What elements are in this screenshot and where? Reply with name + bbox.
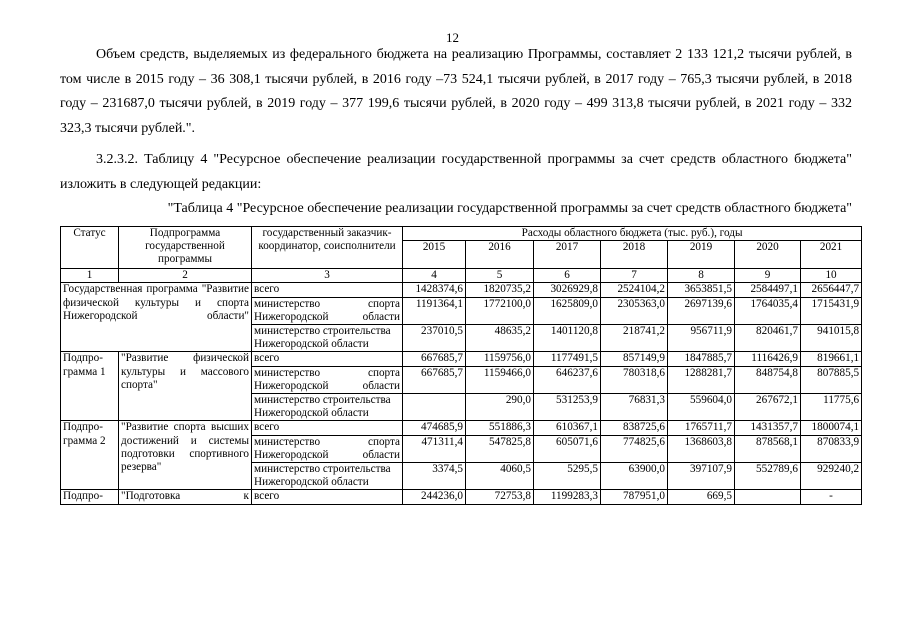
- value-cell: 610367,1: [534, 421, 601, 435]
- value-cell: 1177491,5: [534, 352, 601, 366]
- value-cell: 820461,7: [735, 325, 801, 352]
- value-cell: 857149,9: [601, 352, 668, 366]
- value-cell: 397107,9: [668, 463, 735, 490]
- executor-cell: всего: [252, 421, 403, 435]
- value-cell: 2584497,1: [735, 283, 801, 297]
- value-cell: 3374,5: [403, 463, 466, 490]
- value-cell: 3026929,8: [534, 283, 601, 297]
- executor-cell: всего: [252, 352, 403, 366]
- executor-cell: министерство строительства Нижегородской области: [252, 325, 403, 352]
- column-numbers-row: [61, 269, 862, 283]
- value-cell: 1764035,4: [735, 297, 801, 324]
- value-cell: 878568,1: [735, 435, 801, 462]
- header-row: [61, 227, 862, 241]
- value-cell: 267672,1: [735, 394, 801, 421]
- header-year: 2020: [735, 241, 801, 269]
- value-cell: 48635,2: [466, 325, 534, 352]
- value-cell: 237010,5: [403, 325, 466, 352]
- value-cell: 667685,7: [403, 352, 466, 366]
- value-cell: 559604,0: [668, 394, 735, 421]
- value-cell: 1431357,7: [735, 421, 801, 435]
- value-cell: 5295,5: [534, 463, 601, 490]
- table-caption: "Таблица 4 "Ресурсное обеспечение реализации государственной программы за счет средств областного бюджета": [167, 201, 852, 216]
- value-cell: 956711,9: [668, 325, 735, 352]
- executor-cell: министерство спорта Нижегородской области: [252, 297, 403, 324]
- header-year: 2021: [801, 241, 862, 269]
- value-cell: 1847885,7: [668, 352, 735, 366]
- header-expenses: Расходы областного бюджета (тыс. руб.), годы: [403, 227, 862, 241]
- value-cell: 929240,2: [801, 463, 862, 490]
- value-cell: 1368603,8: [668, 435, 735, 462]
- header-year: 2016: [466, 241, 534, 269]
- paragraph-federal-budget: Объем средств, выделяемых из федерального бюджета на реализацию Программы, составляет 2 133 121,2 тысячи рублей, в том числе в 2015 году – 36 308,1 тысячи рублей, в 2016 году –73 524,1 тысячи рублей, в 2017 году – 765,3 тысячи рублей, в 2018 году – 231687,0 тысячи рублей, в 2019 году – 377 199,6 тысячи рублей, в 2020 году – 499 313,8 тысячи рублей, в 2021 году – 332 323,3 тысячи рублей.".: [60, 47, 852, 136]
- value-cell: [403, 394, 466, 421]
- value-cell: 1625809,0: [534, 297, 601, 324]
- value-cell: 1428374,6: [403, 283, 466, 297]
- column-number: 1: [61, 269, 119, 283]
- value-cell: 11775,6: [801, 394, 862, 421]
- value-cell: 76831,3: [601, 394, 668, 421]
- value-cell: 669,5: [668, 490, 735, 504]
- value-cell: 1191364,1: [403, 297, 466, 324]
- subprogram-status: Подпро-: [61, 490, 119, 504]
- value-cell: 1288281,7: [668, 366, 735, 393]
- value-cell: 848754,8: [735, 366, 801, 393]
- subprogram-title: "Развитие физической культуры и массового спорта": [119, 352, 252, 421]
- header-status: Статус: [61, 227, 119, 269]
- value-cell: 1199283,3: [534, 490, 601, 504]
- column-number: 5: [466, 269, 534, 283]
- subprogram-status: Подпро-грамма 1: [61, 352, 119, 421]
- value-cell: 547825,8: [466, 435, 534, 462]
- value-cell: 218741,2: [601, 325, 668, 352]
- column-number: 10: [801, 269, 862, 283]
- value-cell: 807885,5: [801, 366, 862, 393]
- value-cell: 551886,3: [466, 421, 534, 435]
- value-cell: 1800074,1: [801, 421, 862, 435]
- value-cell: 646237,6: [534, 366, 601, 393]
- column-number: 3: [252, 269, 403, 283]
- value-cell: [735, 490, 801, 504]
- value-cell: 667685,7: [403, 366, 466, 393]
- value-cell: 2305363,0: [601, 297, 668, 324]
- value-cell: 552789,6: [735, 463, 801, 490]
- value-cell: 1715431,9: [801, 297, 862, 324]
- table-row: [61, 352, 862, 366]
- value-cell: 290,0: [466, 394, 534, 421]
- executor-cell: министерство спорта Нижегородской области: [252, 435, 403, 462]
- executor-cell: всего: [252, 490, 403, 504]
- value-cell: 1772100,0: [466, 297, 534, 324]
- value-cell: 1401120,8: [534, 325, 601, 352]
- value-cell: 870833,9: [801, 435, 862, 462]
- table-row: [61, 421, 862, 435]
- header-year: 2018: [601, 241, 668, 269]
- value-cell: 471311,4: [403, 435, 466, 462]
- program-title: Государственная программа "Развитие физической культуры и спорта Нижегородской области": [61, 283, 252, 352]
- table-row: [61, 283, 862, 297]
- column-number: 9: [735, 269, 801, 283]
- value-cell: 474685,9: [403, 421, 466, 435]
- column-number: 4: [403, 269, 466, 283]
- table-row: [61, 490, 862, 504]
- header-customer: государственный заказчик-координатор, соисполнители: [252, 227, 403, 269]
- subprogram-status: Подпро-грамма 2: [61, 421, 119, 490]
- column-number: 2: [119, 269, 252, 283]
- value-cell: 1159756,0: [466, 352, 534, 366]
- value-cell: 244236,0: [403, 490, 466, 504]
- value-cell: 72753,8: [466, 490, 534, 504]
- value-cell: 4060,5: [466, 463, 534, 490]
- executor-cell: министерство строительства Нижегородской области: [252, 463, 403, 490]
- header-subprogram: Подпрограмма государственной программы: [119, 227, 252, 269]
- column-number: 6: [534, 269, 601, 283]
- subprogram-title: "Развитие спорта высших достижений и системы подготовки спортивного резерва": [119, 421, 252, 490]
- value-cell: 838725,6: [601, 421, 668, 435]
- executor-cell: министерство спорта Нижегородской области: [252, 366, 403, 393]
- value-cell: 3653851,5: [668, 283, 735, 297]
- header-year: 2019: [668, 241, 735, 269]
- value-cell: 1765711,7: [668, 421, 735, 435]
- value-cell: -: [801, 490, 862, 504]
- paragraph-table-amendment: 3.2.3.2. Таблицу 4 "Ресурсное обеспечение реализации государственной программы за счет средств областного бюджета" изложить в следующей редакции:: [60, 152, 852, 192]
- value-cell: 774825,6: [601, 435, 668, 462]
- value-cell: 1116426,9: [735, 352, 801, 366]
- resource-table: [60, 226, 862, 505]
- value-cell: 787951,0: [601, 490, 668, 504]
- value-cell: 819661,1: [801, 352, 862, 366]
- value-cell: 1820735,2: [466, 283, 534, 297]
- column-number: 7: [601, 269, 668, 283]
- header-year: 2015: [403, 241, 466, 269]
- page-number: 12: [446, 30, 459, 45]
- value-cell: 531253,9: [534, 394, 601, 421]
- value-cell: 2524104,2: [601, 283, 668, 297]
- executor-cell: всего: [252, 283, 403, 297]
- value-cell: 63900,0: [601, 463, 668, 490]
- subprogram-title: "Подготовка к: [119, 490, 252, 504]
- value-cell: 2697139,6: [668, 297, 735, 324]
- executor-cell: министерство строительства Нижегородской области: [252, 394, 403, 421]
- value-cell: 780318,6: [601, 366, 668, 393]
- column-number: 8: [668, 269, 735, 283]
- value-cell: 1159466,0: [466, 366, 534, 393]
- value-cell: 2656447,7: [801, 283, 862, 297]
- value-cell: 941015,8: [801, 325, 862, 352]
- value-cell: 605071,6: [534, 435, 601, 462]
- header-year: 2017: [534, 241, 601, 269]
